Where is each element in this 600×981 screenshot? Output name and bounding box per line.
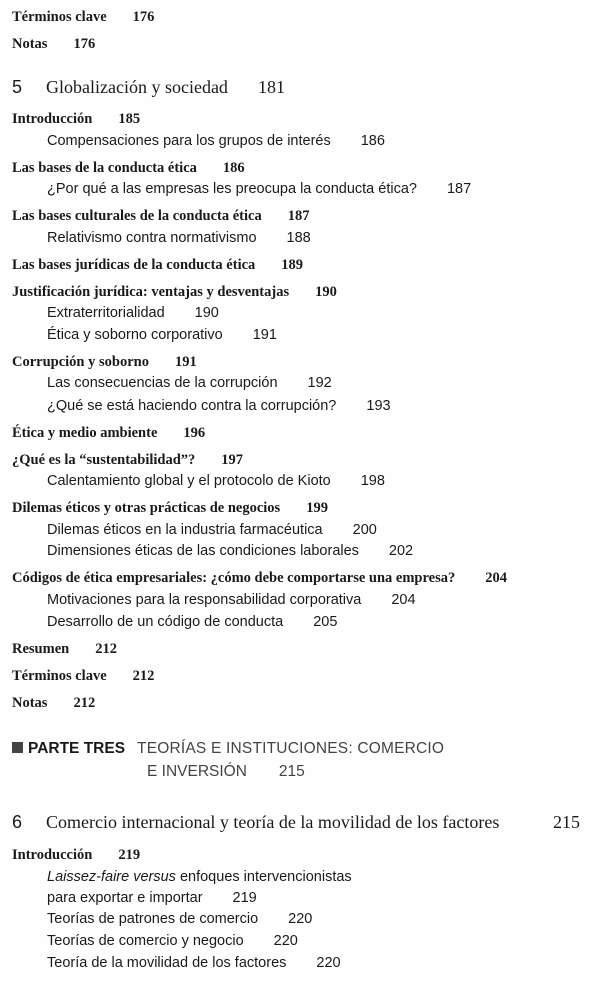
toc-entry-l1 <box>12 282 337 302</box>
entry-title: Las bases culturales de la conducta ética <box>12 208 262 224</box>
entry-title: Resumen <box>12 641 70 657</box>
toc-entry-l1 <box>12 845 140 865</box>
entry-title: Las bases de la conducta ética <box>12 160 197 176</box>
page-number: 200 <box>352 522 377 538</box>
page-number: 188 <box>286 230 311 246</box>
toc-entry-l2 <box>47 179 471 199</box>
page-number: 190 <box>315 284 337 300</box>
toc-entry-l1 <box>12 255 303 275</box>
page-number: 196 <box>183 425 206 441</box>
entry-title: Notas <box>12 36 48 52</box>
part-title: TEORÍAS E INSTITUCIONES: COMERCIO <box>137 740 445 757</box>
toc-entry-l2 <box>47 303 219 323</box>
entry-title: Ética y medio ambiente <box>12 425 158 441</box>
entry-title: Ética y soborno corporativo <box>47 327 223 343</box>
page-number: 187 <box>446 181 472 197</box>
page-number: 205 <box>313 614 338 630</box>
page-number: 176 <box>73 36 96 52</box>
entry-title: Las bases jurídicas de la conducta ética <box>12 257 256 273</box>
entry-title: Relativismo contra normativismo <box>47 230 257 246</box>
toc-entry-l1 <box>12 206 309 226</box>
entry-title: Introducción <box>12 847 93 863</box>
page-number: 220 <box>288 911 313 927</box>
entry-title: Términos clave <box>12 9 107 25</box>
toc-entry-l1 <box>12 352 197 372</box>
entry-title: E INVERSIÓN <box>147 763 247 780</box>
toc-entry-l2 <box>47 520 377 540</box>
toc-entry-l1 <box>12 498 328 518</box>
page-number: 191 <box>174 354 197 370</box>
toc-entry-l2 <box>47 931 298 951</box>
toc-entry-l2 <box>47 396 391 416</box>
entry-title: Códigos de ética empresariales: ¿cómo debe comportarse una empresa? <box>12 570 456 586</box>
entry-title: enfoques intervencionistas <box>175 869 352 885</box>
entry-title: Dilemas éticos en la industria farmacéutica <box>47 522 323 538</box>
entry-title: Notas <box>12 695 48 711</box>
entry-title: Teoría de la movilidad de los factores <box>47 955 287 971</box>
toc-entry-part2 <box>147 762 305 782</box>
entry-title: Teorías de comercio y negocio <box>47 933 244 949</box>
page-number: 197 <box>221 452 244 468</box>
entry-title: Las consecuencias de la corrupción <box>47 375 278 391</box>
page-number: 198 <box>360 473 385 489</box>
page-number: 190 <box>194 305 219 321</box>
square-bullet-icon <box>12 742 23 753</box>
toc-entry-l1 <box>12 158 245 178</box>
toc-entry-l1 <box>12 639 117 659</box>
toc-entry-l1 <box>12 450 243 470</box>
toc-entry-part <box>12 739 444 759</box>
page-number: 219 <box>232 890 257 906</box>
toc-entry-l2 <box>47 888 257 908</box>
toc-entry-l2 <box>47 612 337 632</box>
toc-entry-l2 <box>47 541 413 561</box>
page-number: 215 <box>553 812 580 832</box>
toc-entry-l2 <box>47 228 311 248</box>
page-number: 192 <box>307 375 332 391</box>
entry-title-italic: Laissez-faire versus <box>47 869 176 885</box>
entry-title: Comercio internacional y teoría de la movilidad de los factores <box>46 812 500 832</box>
page-number: 202 <box>388 543 414 559</box>
entry-title: ¿Qué es la “sustentabilidad”? <box>12 452 196 468</box>
page-number: 199 <box>306 500 328 516</box>
toc-entry-l2 <box>47 131 385 151</box>
page-number: 185 <box>118 111 141 127</box>
entry-title: Calentamiento global y el protocolo de Kioto <box>47 473 331 489</box>
entry-title: para exportar e importar <box>47 890 203 906</box>
toc-entry-ch <box>12 77 285 97</box>
part-label: PARTE TRES <box>28 740 126 757</box>
entry-title: Motivaciones para la responsabilidad corporativa <box>47 592 362 608</box>
page-number: 220 <box>316 955 341 971</box>
entry-title: Desarrollo de un código de conducta <box>47 614 284 630</box>
entry-title: Dimensiones éticas de las condiciones laborales <box>47 543 359 559</box>
toc-entry-l1 <box>12 34 95 54</box>
toc-entry-ch <box>12 812 580 832</box>
page-number: 176 <box>132 9 155 25</box>
page-number: 187 <box>287 208 310 224</box>
page-number: 204 <box>391 592 416 608</box>
chapter-number: 6 <box>12 812 23 832</box>
toc-entry-l2 <box>47 325 277 345</box>
entry-title: ¿Por qué a las empresas les preocupa la conducta ética? <box>47 181 417 197</box>
page-number: 186 <box>360 133 385 149</box>
toc-entry-l1 <box>12 568 507 588</box>
chapter-number: 5 <box>12 77 23 97</box>
entry-title: Teorías de patrones de comercio <box>47 911 259 927</box>
page-number: 212 <box>73 695 96 711</box>
entry-title: ¿Qué se está haciendo contra la corrupción? <box>47 398 337 414</box>
toc-entry-l2 <box>47 909 312 929</box>
page-number: 181 <box>257 77 285 97</box>
toc-entry-l2 <box>47 953 341 973</box>
page-number: 220 <box>273 933 298 949</box>
page-number: 186 <box>222 160 245 176</box>
page-number: 189 <box>281 257 304 273</box>
toc-entry-l1 <box>12 7 154 27</box>
entry-title: Corrupción y soborno <box>12 354 149 370</box>
entry-title: Extraterritorialidad <box>47 305 165 321</box>
entry-title: Globalización y sociedad <box>46 77 228 97</box>
page-number: 212 <box>95 641 117 657</box>
page-number: 212 <box>132 668 155 684</box>
toc-entry-l2 <box>47 590 416 610</box>
entry-title: Términos clave <box>12 668 107 684</box>
page-number: 191 <box>252 327 277 343</box>
page-number: 193 <box>366 398 391 414</box>
entry-title: Dilemas éticos y otras prácticas de negocios <box>12 500 281 516</box>
entry-title: Justificación jurídica: ventajas y desventajas <box>12 284 290 300</box>
toc-entry-l1 <box>12 423 205 443</box>
toc-entry-l2 <box>47 471 385 491</box>
entry-title: Introducción <box>12 111 93 127</box>
page-number: 204 <box>485 570 507 586</box>
entry-title: Compensaciones para los grupos de interés <box>47 133 331 149</box>
toc-entry-l1 <box>12 109 140 129</box>
toc-entry-l1 <box>12 666 154 686</box>
toc-entry-l1 <box>12 693 95 713</box>
toc-entry-l2 <box>47 867 352 887</box>
page-number: 219 <box>118 847 141 863</box>
page-number: 215 <box>278 763 305 780</box>
toc-entry-l2 <box>47 373 332 393</box>
